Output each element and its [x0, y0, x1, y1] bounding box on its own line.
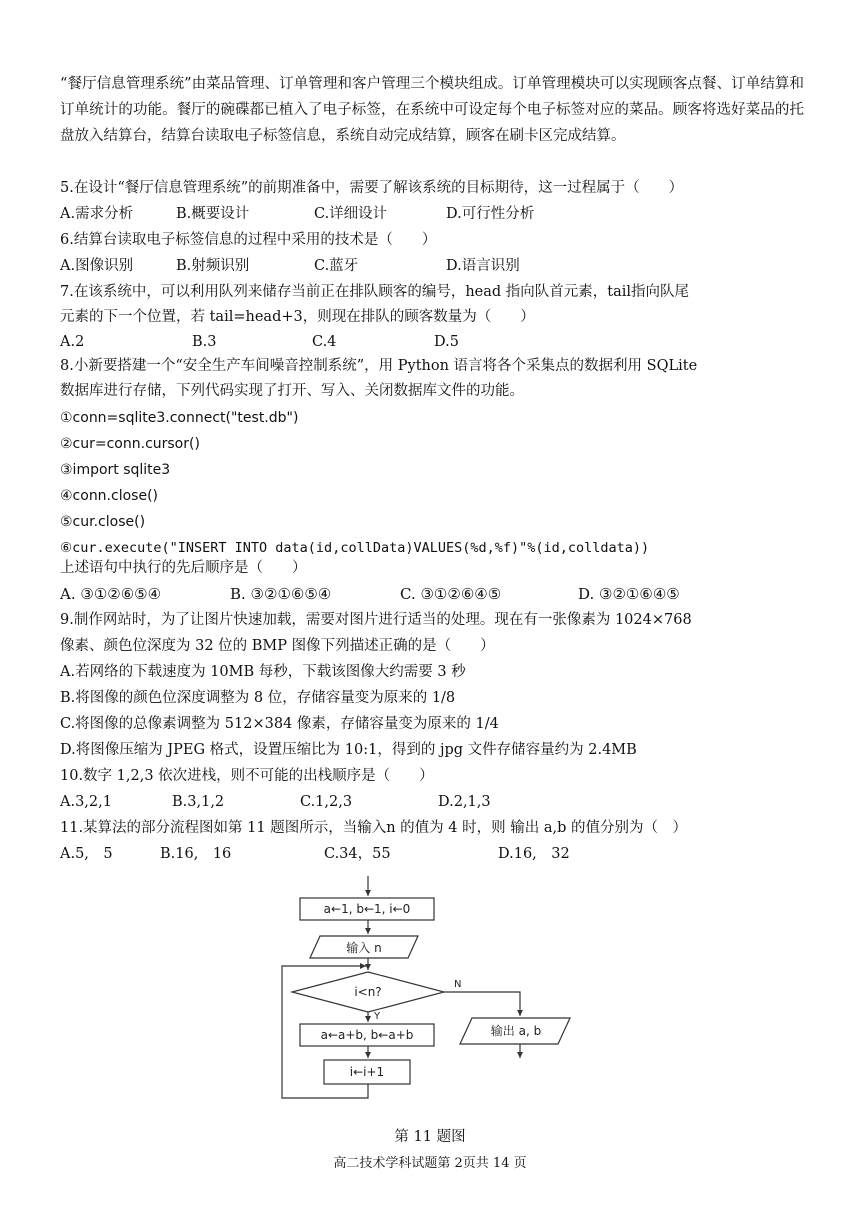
q6-option-a[interactable]: A.图像识别	[60, 258, 134, 274]
flow-input-label: 输入 n	[346, 941, 382, 955]
q8-option-b[interactable]: B. ③②①⑥⑤④	[230, 585, 332, 603]
q9-option-a[interactable]: A.若网络的下载速度为 10MB 每秒，下载该图像大约需要 3 秒	[60, 664, 466, 680]
q5-option-c[interactable]: C.详细设计	[314, 206, 388, 222]
q8-option-d[interactable]: D. ③②①⑥④⑤	[578, 585, 680, 603]
flow-no-label: N	[454, 979, 462, 990]
q8-question: 上述语句中执行的先后顺序是（ ）	[60, 560, 307, 576]
page-footer: 高二技术学科试题第 2页共 14 页	[333, 1156, 527, 1171]
q8-code-line-3: ③import sqlite3	[60, 462, 171, 478]
flowchart-figure	[268, 868, 604, 1112]
q7-option-b[interactable]: B.3	[192, 334, 217, 350]
q8-option-c[interactable]: C. ③①②⑥④⑤	[400, 585, 502, 603]
q8-code-line-6: ⑥cur.execute("INSERT INTO data(id,collData)VALUES(%d,%f)"%(id,colldata))	[60, 540, 650, 556]
q5-stem: 5.在设计“餐厅信息管理系统”的前期准备中，需要了解该系统的目标期待，这一过程属于（ ）	[60, 180, 684, 196]
q8-code-line-2: ②cur=conn.cursor()	[60, 436, 200, 452]
q11-stem: 11.某算法的部分流程图如第 11 题图所示，当输入n 的值为 4 时，则 输出 a,b 的值分别为（ ）	[60, 820, 687, 836]
q5-option-d[interactable]: D.可行性分析	[446, 206, 535, 222]
q9-option-c[interactable]: C.将图像的总像素调整为 512×384 像素，存储容量变为原来的 1/4	[60, 716, 499, 732]
q6-option-d[interactable]: D.语言识别	[446, 258, 520, 274]
q8-stem-line2: 数据库进行存储，下列代码实现了打开、写入、关闭数据库文件的功能。	[60, 383, 524, 399]
q6-option-c[interactable]: C.蓝牙	[314, 258, 359, 274]
flow-yes-label: Y	[374, 1011, 381, 1022]
q7-option-c[interactable]: C.4	[312, 334, 337, 350]
q11-options	[60, 844, 820, 864]
q10-option-c[interactable]: C.1,2,3	[300, 794, 353, 810]
flow-init-label: a←1, b←1, i←0	[323, 902, 411, 916]
q11-option-b[interactable]: B.16, 16	[160, 846, 232, 862]
q7-option-d[interactable]: D.5	[434, 334, 459, 350]
q5-options	[60, 204, 820, 224]
arrow-no	[444, 992, 520, 1016]
q11-option-d[interactable]: D.16, 32	[498, 846, 570, 862]
figure-caption: 第 11 题图	[394, 1129, 466, 1145]
q5-option-a[interactable]: A.需求分析	[60, 206, 134, 222]
q8-code-line-4: ④conn.close()	[60, 488, 158, 504]
q10-option-a[interactable]: A.3,2,1	[60, 794, 112, 810]
q9-option-d[interactable]: D.将图像压缩为 JPEG 格式，设置压缩比为 10:1，得到的 jpg 文件存储容量约为 2.4MB	[60, 742, 637, 758]
q10-options	[60, 792, 820, 812]
q8-stem-line1: 8.小新要搭建一个“安全生产车间噪音控制系统”，用 Python 语言将各个采集点的数据利用 SQLite	[60, 358, 698, 374]
q6-options	[60, 256, 820, 276]
intro-paragraph: “餐厅信息管理系统”由菜品管理、订单管理和客户管理三个模块组成。订单管理模块可以实现顾客点餐、订单结算和订单统计的功能。餐厅的碗碟都已植入了电子标签，在系统中可设定每个电子标签对应的菜品。顾客将选好菜品的托盘放入结算台，结算台读取电子标签信息，系统自动完成结算，顾客在刷卡区完成结算。	[60, 76, 804, 144]
q11-option-c[interactable]: C.34，55	[324, 846, 391, 862]
q6-stem: 6.结算台读取电子标签信息的过程中采用的技术是（ ）	[60, 232, 437, 248]
q7-options	[60, 332, 820, 352]
q8-code-line-1: ①conn=sqlite3.connect("test.db")	[60, 410, 299, 426]
q6-option-b[interactable]: B.射频识别	[176, 258, 250, 274]
q10-option-d[interactable]: D.2,1,3	[438, 794, 491, 810]
q7-option-a[interactable]: A.2	[60, 334, 85, 350]
q8-code-line-5: ⑤cur.close()	[60, 514, 146, 530]
q11-option-a[interactable]: A.5, 5	[60, 846, 113, 862]
q10-stem: 10.数字 1,2,3 依次进栈，则不可能的出栈顺序是（ ）	[60, 768, 434, 784]
q10-option-b[interactable]: B.3,1,2	[172, 794, 225, 810]
q7-stem-line1: 7.在该系统中，可以利用队列来储存当前正在排队顾客的编号，head 指向队首元素，tail指向队尾	[60, 284, 690, 300]
flow-increment-label: i←i+1	[349, 1065, 385, 1079]
q9-option-b[interactable]: B.将图像的颜色位深度调整为 8 位，存储容量变为原来的 1/8	[60, 690, 456, 706]
q9-stem-line1: 9.制作网站时，为了让图片快速加载，需要对图片进行适当的处理。现在有一张像素为 1024×768	[60, 612, 692, 628]
flow-process-label: a←a+b, b←a+b	[320, 1028, 414, 1042]
q8-option-a[interactable]: A. ③①②⑥⑤④	[60, 585, 162, 603]
q7-stem-line2: 元素的下一个位置，若 tail=head+3，则现在排队的顾客数量为（ ）	[60, 309, 535, 325]
flow-decision-label: i<n?	[354, 985, 382, 999]
flow-output-label: 输出 a, b	[490, 1024, 542, 1038]
q8-options	[60, 584, 820, 604]
q5-option-b[interactable]: B.概要设计	[176, 206, 250, 222]
q9-stem-line2: 像素、颜色位深度为 32 位的 BMP 图像下列描述正确的是（ ）	[60, 638, 495, 654]
